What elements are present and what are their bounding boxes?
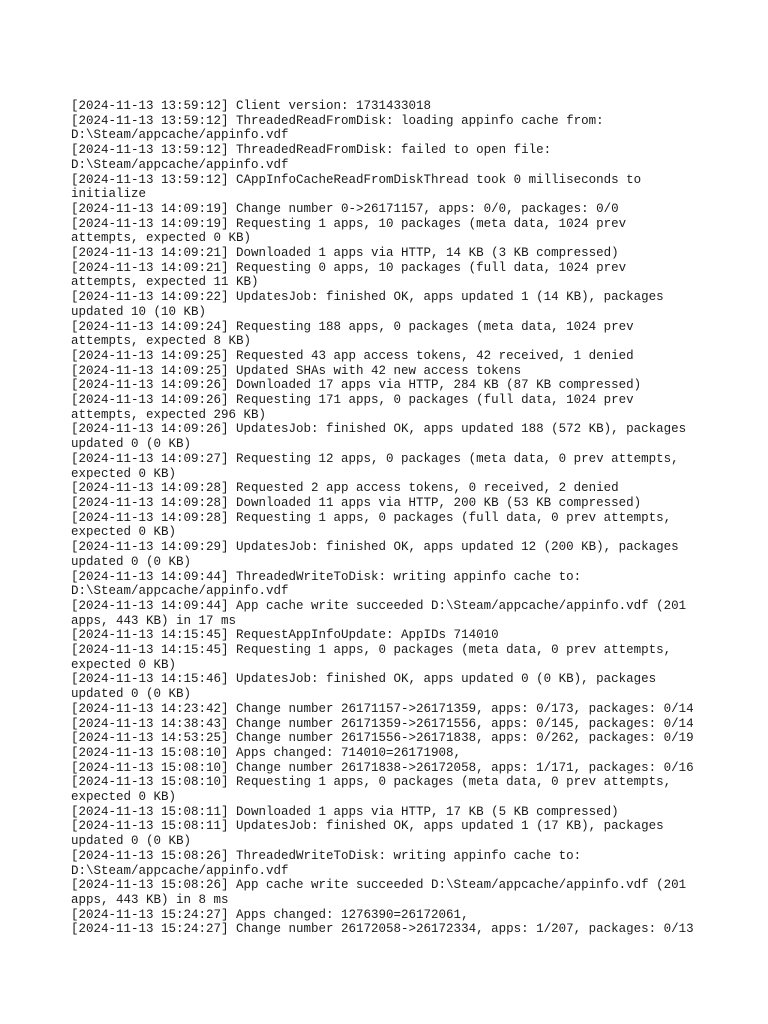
log-line: attempts, expected 0 KB) (71, 231, 252, 246)
log-line: updated 0 (0 KB) (71, 437, 192, 452)
log-line: apps, 443 KB) in 8 ms (71, 892, 229, 907)
log-line: [2024-11-13 14:23:42] Change number 26171157->26171359, apps: 0/173, packages: 0/14 (71, 701, 694, 716)
log-line: [2024-11-13 14:09:24] Requesting 188 apps, 0 packages (meta data, 1024 prev (71, 319, 634, 334)
log-line: [2024-11-13 14:09:44] App cache write succeeded D:\Steam/appcache/appinfo.vdf (201 (71, 598, 687, 613)
log-document (71, 99, 761, 937)
log-line: [2024-11-13 14:38:43] Change number 26171359->26171556, apps: 0/145, packages: 0/14 (71, 716, 694, 731)
log-line: [2024-11-13 15:08:26] App cache write succeeded D:\Steam/appcache/appinfo.vdf (201 (71, 878, 687, 893)
log-line: [2024-11-13 15:08:26] ThreadedWriteToDisk: writing appinfo cache to: (71, 848, 582, 863)
log-line: [2024-11-13 13:59:12] ThreadedReadFromDisk: failed to open file: (71, 143, 552, 158)
log-line: [2024-11-13 15:08:10] Apps changed: 714010=26171908, (71, 745, 462, 760)
log-line: expected 0 KB) (71, 466, 177, 481)
log-line: [2024-11-13 13:59:12] CAppInfoCacheReadFromDiskThread took 0 milliseconds to (71, 172, 642, 187)
log-line: updated 0 (0 KB) (71, 834, 192, 849)
log-line: [2024-11-13 14:09:22] UpdatesJob: finished OK, apps updated 1 (14 KB), packages (71, 290, 664, 305)
log-line: D:\Steam/appcache/appinfo.vdf (71, 128, 289, 143)
log-line: D:\Steam/appcache/appinfo.vdf (71, 157, 289, 172)
log-line: [2024-11-13 15:08:10] Change number 26171838->26172058, apps: 1/171, packages: 0/16 (71, 760, 694, 775)
log-line: D:\Steam/appcache/appinfo.vdf (71, 863, 289, 878)
log-line: [2024-11-13 14:15:46] UpdatesJob: finished OK, apps updated 0 (0 KB), packages (71, 672, 657, 687)
log-line: [2024-11-13 14:09:26] Downloaded 17 apps via HTTP, 284 KB (87 KB compressed) (71, 378, 642, 393)
log-line: attempts, expected 296 KB) (71, 407, 267, 422)
log-line: [2024-11-13 14:09:21] Downloaded 1 apps via HTTP, 14 KB (3 KB compressed) (71, 246, 619, 261)
log-line: initialize (71, 187, 147, 202)
log-line: attempts, expected 11 KB) (71, 275, 259, 290)
log-line: [2024-11-13 15:08:11] UpdatesJob: finished OK, apps updated 1 (17 KB), packages (71, 819, 664, 834)
log-line: expected 0 KB) (71, 525, 177, 540)
log-line: [2024-11-13 14:09:44] ThreadedWriteToDisk: writing appinfo cache to: (71, 569, 582, 584)
log-line: [2024-11-13 14:15:45] Requesting 1 apps, 0 packages (meta data, 0 prev attempts, (71, 643, 672, 658)
log-line: [2024-11-13 14:09:28] Requested 2 app access tokens, 0 received, 2 denied (71, 481, 619, 496)
log-line: [2024-11-13 14:09:19] Change number 0->26171157, apps: 0/0, packages: 0/0 (71, 201, 619, 216)
log-line: apps, 443 KB) in 17 ms (71, 613, 237, 628)
log-line: [2024-11-13 14:09:27] Requesting 12 apps, 0 packages (meta data, 0 prev attempts, (71, 451, 679, 466)
log-line: attempts, expected 8 KB) (71, 334, 252, 349)
log-line: [2024-11-13 14:15:45] RequestAppInfoUpdate: AppIDs 714010 (71, 628, 499, 643)
log-line: updated 0 (0 KB) (71, 554, 192, 569)
log-line: [2024-11-13 14:09:29] UpdatesJob: finished OK, apps updated 12 (200 KB), packages (71, 540, 679, 555)
log-line: [2024-11-13 15:08:10] Requesting 1 apps, 0 packages (meta data, 0 prev attempts, (71, 775, 672, 790)
log-line: [2024-11-13 14:09:28] Requesting 1 apps, 0 packages (full data, 0 prev attempts, (71, 510, 672, 525)
log-line: [2024-11-13 14:09:21] Requesting 0 apps, 10 packages (full data, 1024 prev (71, 260, 627, 275)
log-line: [2024-11-13 14:09:28] Downloaded 11 apps via HTTP, 200 KB (53 KB compressed) (71, 495, 642, 510)
log-line: [2024-11-13 15:08:11] Downloaded 1 apps via HTTP, 17 KB (5 KB compressed) (71, 804, 619, 819)
log-line: [2024-11-13 14:09:26] UpdatesJob: finished OK, apps updated 188 (572 KB), packages (71, 422, 687, 437)
log-line: expected 0 KB) (71, 790, 177, 805)
log-line: [2024-11-13 14:09:25] Requested 43 app access tokens, 42 received, 1 denied (71, 348, 634, 363)
log-line: [2024-11-13 14:09:26] Requesting 171 apps, 0 packages (full data, 1024 prev (71, 393, 634, 408)
log-line: [2024-11-13 13:59:12] ThreadedReadFromDisk: loading appinfo cache from: (71, 113, 604, 128)
log-line: updated 10 (10 KB) (71, 304, 207, 319)
log-line: [2024-11-13 14:09:25] Updated SHAs with 42 new access tokens (71, 363, 522, 378)
log-line: [2024-11-13 15:24:27] Apps changed: 1276390=26172061, (71, 907, 469, 922)
log-line: [2024-11-13 14:09:19] Requesting 1 apps, 10 packages (meta data, 1024 prev (71, 216, 627, 231)
log-line: [2024-11-13 14:53:25] Change number 26171556->26171838, apps: 0/262, packages: 0/19 (71, 731, 694, 746)
log-line: expected 0 KB) (71, 657, 177, 672)
log-line: D:\Steam/appcache/appinfo.vdf (71, 584, 289, 599)
log-line: [2024-11-13 15:24:27] Change number 26172058->26172334, apps: 1/207, packages: 0/13 (71, 922, 694, 937)
log-line: updated 0 (0 KB) (71, 687, 192, 702)
log-line: [2024-11-13 13:59:12] Client version: 1731433018 (71, 99, 432, 113)
